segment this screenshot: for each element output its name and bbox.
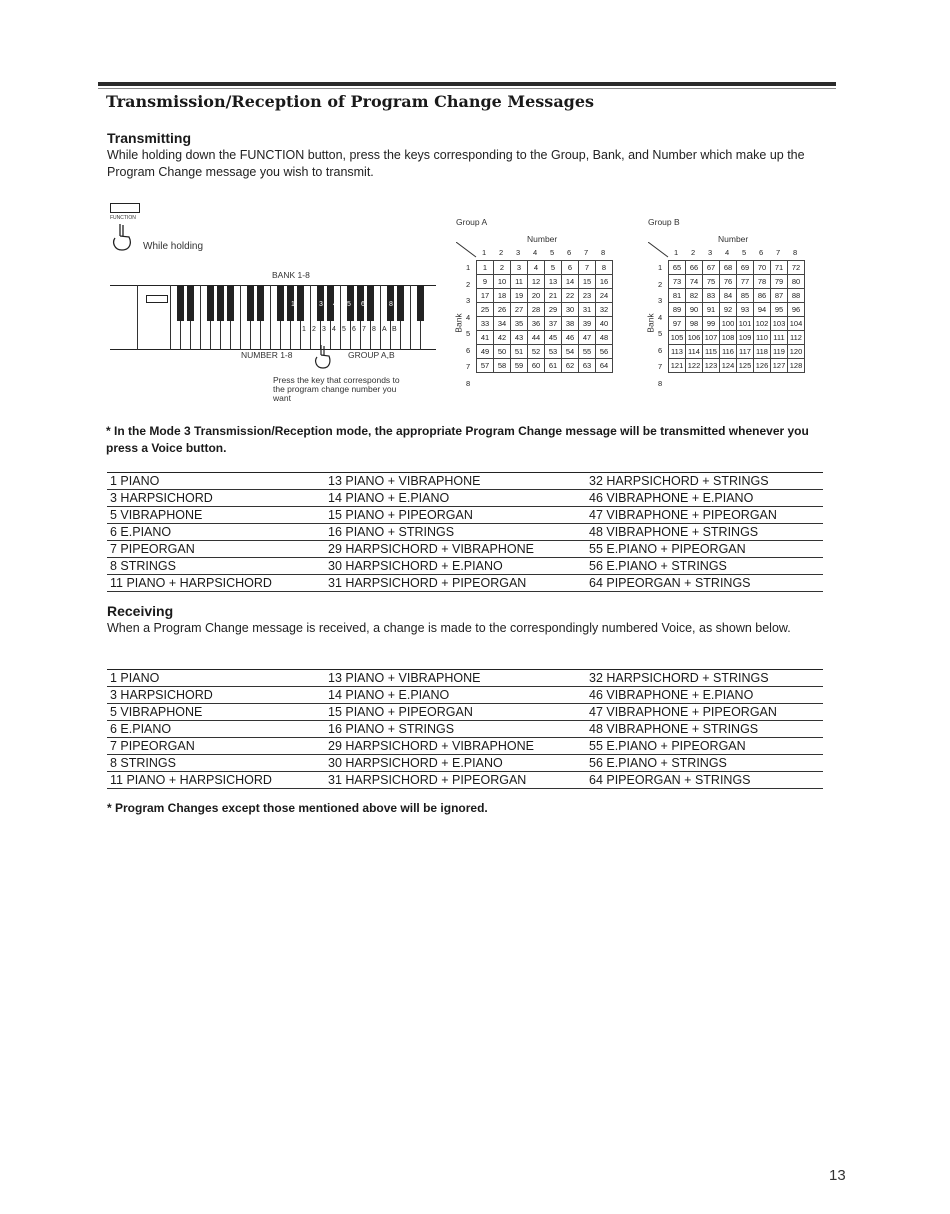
group-a-grid-cell: 18	[494, 289, 511, 303]
transmit-voice-cell: 47 VIBRAPHONE + PIPEORGAN	[586, 507, 823, 524]
black-key	[397, 285, 404, 321]
table-row	[107, 687, 823, 704]
group-a-grid-cell: 1	[477, 261, 494, 275]
group-b-grid-cell: 101	[737, 317, 754, 331]
group-a-grid-cell: 60	[528, 359, 545, 373]
group-a-grid-cell: 45	[545, 331, 562, 345]
group-b-grid-cell: 95	[771, 303, 788, 317]
transmit-voice-cell: 32 HARPSICHORD + STRINGS	[586, 473, 823, 490]
black-key	[297, 285, 304, 321]
finger-press-icon	[110, 222, 136, 252]
group-b-grid-cell: 112	[788, 331, 805, 345]
key-number-label: 5	[342, 326, 346, 333]
receive-voice-cell: 6 E.PIANO	[107, 721, 325, 738]
page-number: 13	[829, 1167, 846, 1184]
group-a-grid-cell: 39	[579, 317, 596, 331]
receive-voice-cell: 13 PIANO + VIBRAPHONE	[325, 670, 586, 687]
group-a-grid-cell: 40	[596, 317, 613, 331]
group-a-grid-cell: 19	[511, 289, 528, 303]
key-number-label: 8	[372, 326, 376, 333]
bank-key-label: 4	[333, 301, 337, 308]
group-a-bank-title: Bank	[453, 313, 464, 333]
keyboard-illustration	[110, 285, 436, 350]
group-a-grid-cell: 11	[511, 275, 528, 289]
group-a-grid-cell: 51	[511, 345, 528, 359]
group-b-grid-row	[669, 359, 805, 373]
group-b-grid-cell: 124	[720, 359, 737, 373]
group-b-grid-cell: 113	[669, 345, 686, 359]
group-a-grid-cell: 42	[494, 331, 511, 345]
table-row	[107, 575, 823, 592]
receive-voice-cell: 14 PIANO + E.PIANO	[325, 687, 586, 704]
group-b-grid-cell: 92	[720, 303, 737, 317]
group-a-column-number: 6	[567, 248, 572, 257]
group-b-grid-cell: 107	[703, 331, 720, 345]
transmit-voice-cell: 13 PIANO + VIBRAPHONE	[325, 473, 586, 490]
group-a-grid-cell: 44	[528, 331, 545, 345]
group-a-grid-cell: 61	[545, 359, 562, 373]
group-a-grid-cell: 17	[477, 289, 494, 303]
group-b-grid-cell: 91	[703, 303, 720, 317]
group-b-grid-cell: 68	[720, 261, 737, 275]
receive-voice-cell: 3 HARPSICHORD	[107, 687, 325, 704]
table-row	[107, 670, 823, 687]
group-b-grid-cell: 88	[788, 289, 805, 303]
top-rule-thin	[98, 88, 836, 89]
black-key	[367, 285, 374, 321]
group-a-grid-cell: 6	[562, 261, 579, 275]
ignored-note: * Program Changes except those mentioned above will be ignored.	[107, 801, 488, 815]
group-b-grid-cell: 108	[720, 331, 737, 345]
transmit-voice-cell: 55 E.PIANO + PIPEORGAN	[586, 541, 823, 558]
group-b-column-number: 7	[776, 248, 781, 257]
top-rule	[98, 82, 836, 86]
black-key	[177, 285, 184, 321]
group-a-grid-row	[477, 275, 613, 289]
transmit-voice-cell: 15 PIANO + PIPEORGAN	[325, 507, 586, 524]
table-row	[107, 755, 823, 772]
group-b-row-number: 4	[658, 312, 663, 322]
group-a-corner-line	[456, 242, 478, 258]
group-b-grid-cell: 83	[703, 289, 720, 303]
group-a-grid-cell: 55	[579, 345, 596, 359]
group-a-grid-row	[477, 345, 613, 359]
black-key	[417, 285, 424, 321]
group-b-grid-row	[669, 303, 805, 317]
while-holding-label: While holding	[143, 241, 204, 252]
section-heading: Transmission/Reception of Program Change Messages	[106, 92, 595, 111]
group-b-grid-cell: 84	[720, 289, 737, 303]
group-b-grid-cell: 110	[754, 331, 771, 345]
group-b-grid-cell: 128	[788, 359, 805, 373]
group-a-grid-cell: 27	[511, 303, 528, 317]
group-b-title: Group B	[648, 217, 680, 227]
group-a-grid-cell: 22	[562, 289, 579, 303]
group-b-column-number: 6	[759, 248, 764, 257]
bank-key-label: 6	[361, 301, 365, 308]
group-b-grid-cell: 89	[669, 303, 686, 317]
group-a-grid-cell: 52	[528, 345, 545, 359]
group-a-grid-cell: 59	[511, 359, 528, 373]
group-a-row-number: 2	[466, 279, 471, 289]
group-b-grid-cell: 98	[686, 317, 703, 331]
group-b-grid	[668, 260, 805, 373]
function-label: FUNCTION	[110, 215, 136, 221]
receive-voice-cell: 16 PIANO + STRINGS	[325, 721, 586, 738]
group-b-grid-cell: 117	[737, 345, 754, 359]
group-a-grid-cell: 4	[528, 261, 545, 275]
group-a-grid-cell: 14	[562, 275, 579, 289]
mode3-note: * In the Mode 3 Transmission/Reception mode, the appropriate Program Change message will be transmitted whenever you press a Voice button.	[106, 424, 809, 455]
group-b-grid-cell: 70	[754, 261, 771, 275]
receive-voice-cell: 31 HARPSICHORD + PIPEORGAN	[325, 772, 586, 789]
group-a-row-number: 4	[466, 312, 471, 322]
group-a-grid-cell: 5	[545, 261, 562, 275]
table-row	[107, 473, 823, 490]
group-b-grid-row	[669, 317, 805, 331]
group-b-grid-cell: 81	[669, 289, 686, 303]
group-a-grid-cell: 33	[477, 317, 494, 331]
group-b-row-number: 2	[658, 279, 663, 289]
group-b-grid-cell: 82	[686, 289, 703, 303]
group-a-grid-cell: 9	[477, 275, 494, 289]
transmit-voice-cell: 46 VIBRAPHONE + E.PIANO	[586, 490, 823, 507]
group-a-column-number: 5	[550, 248, 555, 257]
group-b-row-number: 3	[658, 296, 663, 305]
group-b-number-title: Number	[718, 234, 749, 244]
receive-voice-cell: 8 STRINGS	[107, 755, 325, 772]
group-a-grid-cell: 62	[562, 359, 579, 373]
black-key	[257, 285, 264, 321]
group-b-grid-row	[669, 261, 805, 275]
group-a-grid-cell: 46	[562, 331, 579, 345]
transmit-voice-cell: 31 HARPSICHORD + PIPEORGAN	[325, 575, 586, 592]
receive-voice-cell: 48 VIBRAPHONE + STRINGS	[586, 721, 823, 738]
group-b-grid-cell: 80	[788, 275, 805, 289]
group-b-grid-cell: 105	[669, 331, 686, 345]
group-a-grid-row	[477, 303, 613, 317]
group-a-grid-row	[477, 261, 613, 275]
group-a-grid-cell: 57	[477, 359, 494, 373]
group-a-grid-cell: 7	[579, 261, 596, 275]
group-b-grid-cell: 121	[669, 359, 686, 373]
group-b-grid-cell: 72	[788, 261, 805, 275]
group-b-row-number: 5	[658, 329, 663, 338]
group-a-grid-row	[477, 317, 613, 331]
group-a-column-number: 3	[516, 248, 521, 257]
group-a-grid-cell: 23	[579, 289, 596, 303]
group-b-grid-cell: 100	[720, 317, 737, 331]
group-a-grid-cell: 47	[579, 331, 596, 345]
group-b-grid-cell: 119	[771, 345, 788, 359]
group-b-grid-cell: 115	[703, 345, 720, 359]
group-b-grid-cell: 71	[771, 261, 788, 275]
key-number-label: 3	[322, 326, 326, 333]
receive-voice-cell: 29 HARPSICHORD + VIBRAPHONE	[325, 738, 586, 755]
group-b-grid-cell: 74	[686, 275, 703, 289]
group-a-grid-cell: 12	[528, 275, 545, 289]
transmit-voice-cell: 6 E.PIANO	[107, 524, 325, 541]
receive-voice-cell: 7 PIPEORGAN	[107, 738, 325, 755]
transmit-voice-cell: 48 VIBRAPHONE + STRINGS	[586, 524, 823, 541]
press-key-note: Press the key that corresponds to the program change number you want	[273, 375, 400, 403]
group-a-grid-cell: 36	[528, 317, 545, 331]
receive-voice-cell: 5 VIBRAPHONE	[107, 704, 325, 721]
receive-voice-cell: 30 HARPSICHORD + E.PIANO	[325, 755, 586, 772]
group-b-grid-cell: 87	[771, 289, 788, 303]
key-number-label: 4	[332, 326, 336, 333]
receive-voice-cell: 15 PIANO + PIPEORGAN	[325, 704, 586, 721]
group-a-grid-cell: 30	[562, 303, 579, 317]
group-b-grid-cell: 73	[669, 275, 686, 289]
group-a-column-number: 7	[584, 248, 589, 257]
group-b-grid-cell: 99	[703, 317, 720, 331]
transmitting-text: While holding down the FUNCTION button, press the keys corresponding to the Group, Bank, and Number which make up the Program Change message you wish to transmit.	[107, 148, 805, 179]
group-b-grid-cell: 120	[788, 345, 805, 359]
table-row	[107, 738, 823, 755]
group-b-grid-cell: 65	[669, 261, 686, 275]
group-b-grid-row	[669, 289, 805, 303]
group-b-grid-cell: 66	[686, 261, 703, 275]
group-a-grid-cell: 49	[477, 345, 494, 359]
group-a-row-number: 1	[466, 263, 471, 272]
group-a-grid-cell: 37	[545, 317, 562, 331]
group-b-grid-cell: 93	[737, 303, 754, 317]
group-b-row-number: 6	[658, 345, 663, 355]
receive-voice-cell: 64 PIPEORGAN + STRINGS	[586, 772, 823, 789]
group-b-column-number: 4	[725, 248, 730, 257]
group-a-grid-cell: 21	[545, 289, 562, 303]
group-b-grid-cell: 96	[788, 303, 805, 317]
receive-voice-cell: 11 PIANO + HARPSICHORD	[107, 772, 325, 789]
bank-key-label: 2	[305, 301, 309, 308]
group-a-grid-cell: 13	[545, 275, 562, 289]
receive-voice-cell: 47 VIBRAPHONE + PIPEORGAN	[586, 704, 823, 721]
group-a-row-number: 7	[466, 362, 471, 371]
group-b-column-number: 5	[742, 248, 747, 257]
number-range-label: NUMBER 1-8	[241, 350, 293, 360]
group-b-grid-cell: 104	[788, 317, 805, 331]
finger-press-icon-2	[313, 343, 333, 371]
key-number-label: 2	[312, 326, 316, 333]
group-b-grid-cell: 109	[737, 331, 754, 345]
group-a-grid-cell: 48	[596, 331, 613, 345]
group-a-number-title: Number	[527, 234, 558, 244]
transmit-voice-cell: 3 HARPSICHORD	[107, 490, 325, 507]
group-a-grid-cell: 8	[596, 261, 613, 275]
group-a-grid-cell: 25	[477, 303, 494, 317]
bank-range-label: BANK 1-8	[272, 270, 310, 280]
group-b-row-number: 8	[658, 378, 663, 388]
table-row	[107, 541, 823, 558]
group-b-grid-cell: 114	[686, 345, 703, 359]
group-a-column-number: 8	[601, 248, 606, 257]
group-b-grid-cell: 76	[720, 275, 737, 289]
transmit-voice-cell: 1 PIANO	[107, 473, 325, 490]
group-b-grid-row	[669, 331, 805, 345]
table-row	[107, 772, 823, 789]
group-a-grid-cell: 58	[494, 359, 511, 373]
bank-key-label: 3	[319, 301, 323, 308]
transmit-voice-cell: 29 HARPSICHORD + VIBRAPHONE	[325, 541, 586, 558]
group-a-grid-cell: 41	[477, 331, 494, 345]
group-a-grid-row	[477, 331, 613, 345]
transmitting-title: Transmitting	[107, 130, 192, 146]
black-key	[207, 285, 214, 321]
group-a-grid-cell: 31	[579, 303, 596, 317]
group-a-grid-cell: 24	[596, 289, 613, 303]
group-b-column-number: 3	[708, 248, 713, 257]
key-number-label: 7	[362, 326, 366, 333]
group-b-grid-cell: 106	[686, 331, 703, 345]
group-b-row-number: 7	[658, 362, 663, 371]
group-a-column-number: 1	[482, 248, 487, 257]
group-a-grid-cell: 10	[494, 275, 511, 289]
transmit-voice-cell: 16 PIANO + STRINGS	[325, 524, 586, 541]
group-b-column-number: 2	[691, 248, 696, 257]
table-row	[107, 704, 823, 721]
group-b-grid-row	[669, 275, 805, 289]
group-a-grid-cell: 43	[511, 331, 528, 345]
receiving-title: Receiving	[107, 603, 174, 619]
group-a-row-number: 5	[466, 329, 471, 338]
group-a-grid-cell: 3	[511, 261, 528, 275]
receive-voice-cell: 55 E.PIANO + PIPEORGAN	[586, 738, 823, 755]
group-a-grid-cell: 20	[528, 289, 545, 303]
group-a-row-number: 6	[466, 345, 471, 355]
group-b-grid-cell: 97	[669, 317, 686, 331]
bank-key-label: 1	[291, 301, 295, 308]
transmit-voice-cell: 64 PIPEORGAN + STRINGS	[586, 575, 823, 592]
function-button-icon	[110, 203, 140, 213]
group-b-corner-line	[648, 242, 670, 258]
bank-key-label: 5	[347, 301, 351, 308]
group-a-grid	[476, 260, 613, 373]
group-a-grid-cell: 16	[596, 275, 613, 289]
receive-voice-cell: 46 VIBRAPHONE + E.PIANO	[586, 687, 823, 704]
black-key	[227, 285, 234, 321]
transmit-voice-cell: 14 PIANO + E.PIANO	[325, 490, 586, 507]
group-a-grid-row	[477, 359, 613, 373]
black-key	[277, 285, 284, 321]
group-a-grid-cell: 34	[494, 317, 511, 331]
group-b-grid-cell: 102	[754, 317, 771, 331]
group-b-bank-title: Bank	[645, 313, 656, 333]
group-b-grid-cell: 94	[754, 303, 771, 317]
group-b-grid-cell: 103	[771, 317, 788, 331]
group-a-grid-cell: 15	[579, 275, 596, 289]
group-a-grid-cell: 54	[562, 345, 579, 359]
table-row	[107, 558, 823, 575]
group-a-grid-cell: 53	[545, 345, 562, 359]
bank-key-label: 8	[389, 301, 393, 308]
receive-voice-cell: 32 HARPSICHORD + STRINGS	[586, 670, 823, 687]
bank-key-label: 7	[375, 301, 379, 308]
group-b-grid-cell: 125	[737, 359, 754, 373]
group-b-grid-cell: 122	[686, 359, 703, 373]
group-a-grid-cell: 26	[494, 303, 511, 317]
key-number-label: 6	[352, 326, 356, 333]
group-a-grid-cell: 2	[494, 261, 511, 275]
keyboard-left-panel	[110, 285, 138, 350]
group-a-grid-cell: 38	[562, 317, 579, 331]
group-a-grid-cell: 32	[596, 303, 613, 317]
group-b-grid-cell: 90	[686, 303, 703, 317]
table-row	[107, 490, 823, 507]
black-key	[187, 285, 194, 321]
group-range-label: GROUP A,B	[348, 350, 395, 360]
group-a-column-number: 4	[533, 248, 538, 257]
transmit-voice-cell: 5 VIBRAPHONE	[107, 507, 325, 524]
key-number-label: A	[382, 326, 387, 333]
black-key	[217, 285, 224, 321]
group-b-grid-cell: 69	[737, 261, 754, 275]
group-a-row-number: 3	[466, 296, 471, 305]
group-a-grid-cell: 64	[596, 359, 613, 373]
group-a-grid-cell: 50	[494, 345, 511, 359]
group-a-grid-cell: 29	[545, 303, 562, 317]
table-row	[107, 507, 823, 524]
key-number-label: B	[392, 326, 397, 333]
group-b-grid-cell: 123	[703, 359, 720, 373]
group-b-row-number: 1	[658, 263, 663, 272]
group-b-grid-cell: 86	[754, 289, 771, 303]
group-a-grid-cell: 56	[596, 345, 613, 359]
receive-voice-cell: 1 PIANO	[107, 670, 325, 687]
transmit-voice-table	[107, 472, 823, 592]
group-b-grid-cell: 75	[703, 275, 720, 289]
group-b-grid-cell: 127	[771, 359, 788, 373]
table-row	[107, 524, 823, 541]
group-a-grid-row	[477, 289, 613, 303]
transmit-voice-cell: 8 STRINGS	[107, 558, 325, 575]
table-row	[107, 721, 823, 738]
group-b-grid-cell: 85	[737, 289, 754, 303]
group-b-grid-cell: 126	[754, 359, 771, 373]
group-b-grid-cell: 77	[737, 275, 754, 289]
black-key	[247, 285, 254, 321]
receiving-text: When a Program Change message is received, a change is made to the correspondingly numbered Voice, as shown below.	[107, 621, 791, 635]
group-b-grid-cell: 116	[720, 345, 737, 359]
group-b-grid-cell: 78	[754, 275, 771, 289]
group-a-title: Group A	[456, 217, 488, 227]
group-b-grid-row	[669, 345, 805, 359]
group-b-column-number: 8	[793, 248, 798, 257]
transmit-voice-cell: 30 HARPSICHORD + E.PIANO	[325, 558, 586, 575]
transmit-voice-cell: 56 E.PIANO + STRINGS	[586, 558, 823, 575]
key-number-label: 1	[302, 326, 306, 333]
group-b-grid-cell: 79	[771, 275, 788, 289]
group-a-row-number: 8	[466, 378, 471, 388]
group-b-grid-cell: 67	[703, 261, 720, 275]
group-b-column-number: 1	[674, 248, 679, 257]
receive-voice-table	[107, 669, 823, 789]
group-a-grid-cell: 28	[528, 303, 545, 317]
transmit-voice-cell: 7 PIPEORGAN	[107, 541, 325, 558]
receive-voice-cell: 56 E.PIANO + STRINGS	[586, 755, 823, 772]
group-a-column-number: 2	[499, 248, 504, 257]
group-a-grid-cell: 35	[511, 317, 528, 331]
group-b-grid-cell: 118	[754, 345, 771, 359]
transmit-voice-cell: 11 PIANO + HARPSICHORD	[107, 575, 325, 592]
group-a-grid-cell: 63	[579, 359, 596, 373]
keyboard-panel-button-icon	[146, 295, 168, 303]
group-b-grid-cell: 111	[771, 331, 788, 345]
